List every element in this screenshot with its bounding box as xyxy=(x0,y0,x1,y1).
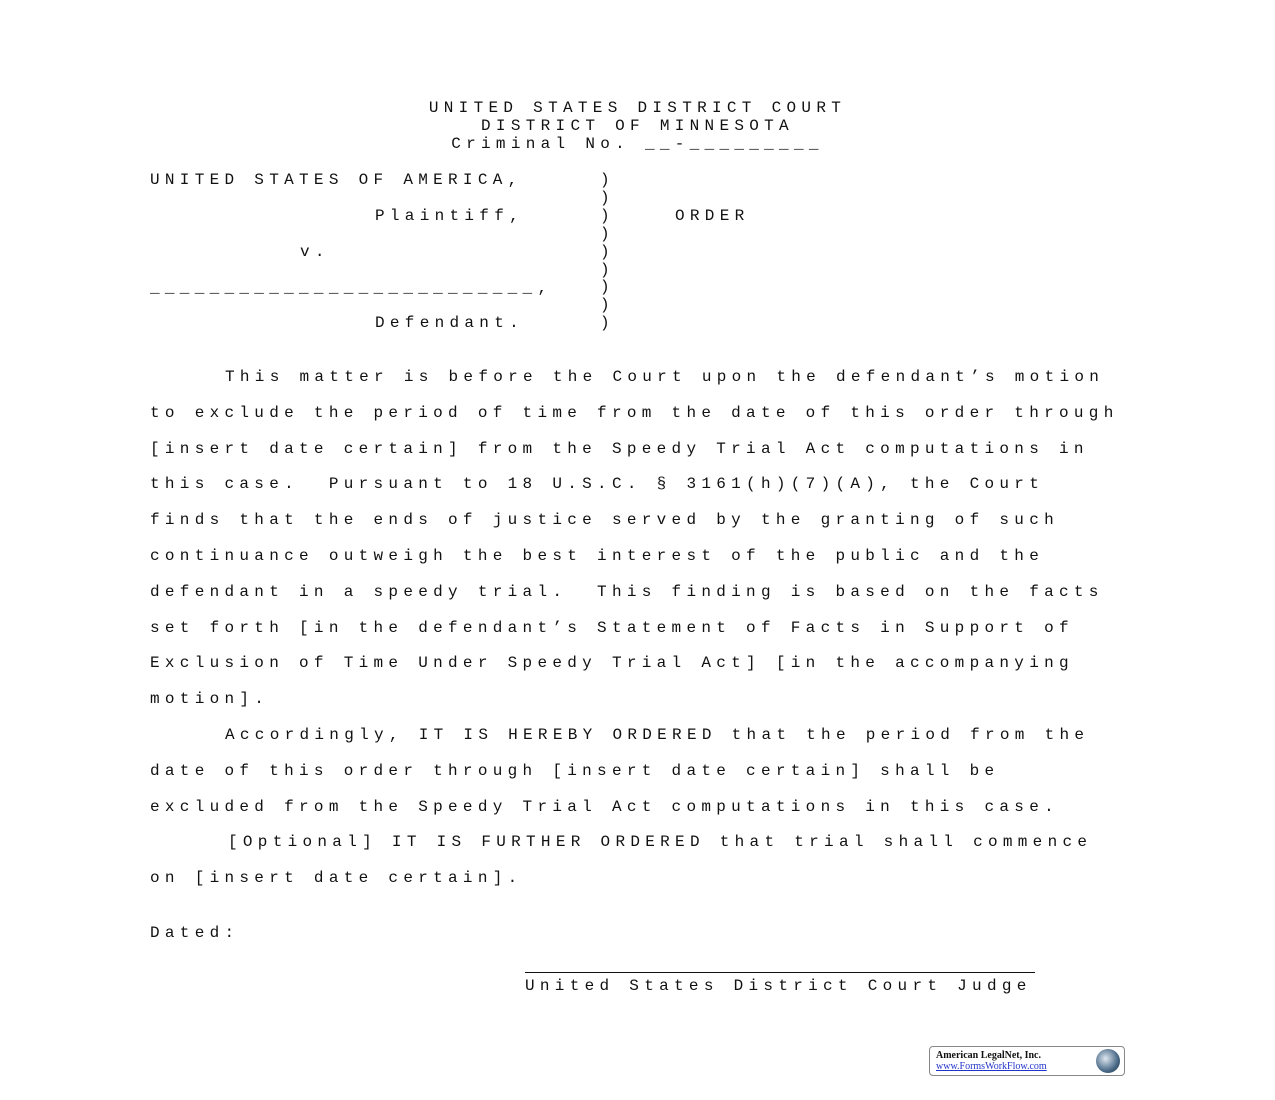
plaintiff-label: Plaintiff, xyxy=(375,207,525,225)
logo-url-link[interactable]: www.FormsWorkFlow.com xyxy=(936,1061,1047,1072)
caption-paren: ) xyxy=(600,278,615,297)
caption-paren: ) xyxy=(600,242,615,261)
body-line: [insert date certain] from the Speedy Trial Act computations in xyxy=(150,439,1089,458)
body-line: Accordingly, IT IS HEREBY ORDERED that the period from the xyxy=(225,726,1090,744)
court-name: UNITED STATES DISTRICT COURT xyxy=(428,99,847,117)
body-line: on [insert date certain]. xyxy=(150,869,523,888)
caption-paren: ) xyxy=(600,224,615,243)
district-name: DISTRICT OF MINNESOTA xyxy=(481,117,794,135)
body-line: Exclusion of Time Under Speedy Trial Act] [in the accompanying xyxy=(150,654,1074,673)
caption-paren: ) xyxy=(600,171,615,189)
body-line: finds that the ends of justice served by the granting of such xyxy=(150,511,1059,530)
case-number: Criminal No. __-_________ xyxy=(451,135,824,153)
defendant-blank: __________________________, xyxy=(150,279,553,297)
body-line: motion]. xyxy=(150,690,270,709)
body-line: set forth [in the defendant’s Statement of Facts in Support of xyxy=(150,618,1074,637)
caption-paren: ) xyxy=(600,314,615,333)
globe-icon xyxy=(1096,1049,1120,1073)
body-line: to exclude the period of time from the date of this order through xyxy=(150,403,1119,422)
body-line: defendant in a speedy trial. This finding is based on the facts xyxy=(150,582,1104,601)
defendant-label: Defendant. xyxy=(375,314,525,332)
signature-line xyxy=(525,972,1035,973)
caption-paren: ) xyxy=(600,188,615,207)
order-title: ORDER xyxy=(675,207,750,225)
dated-label: Dated: xyxy=(150,924,240,942)
body-line: this case. Pursuant to 18 U.S.C. § 3161(h)(7)(A), the Court xyxy=(150,475,1045,494)
logo-name: American LegalNet, Inc. xyxy=(936,1050,1041,1061)
caption-paren: ) xyxy=(600,260,615,279)
body-line: date of this order through [insert date certain] shall be xyxy=(150,761,1000,780)
body-line: continuance outweigh the best interest of the public and the xyxy=(150,547,1045,565)
versus: v. xyxy=(300,243,330,261)
body-line: excluded from the Speedy Trial Act computations in this case. xyxy=(150,797,1059,816)
body-line: This matter is before the Court upon the defendant’s motion xyxy=(225,368,1105,386)
body-line: [Optional] IT IS FURTHER ORDERED that trial shall commence xyxy=(228,833,1093,852)
caption-paren: ) xyxy=(600,206,615,225)
plaintiff-name: UNITED STATES OF AMERICA, xyxy=(150,171,523,189)
signature-label: United States District Court Judge xyxy=(525,977,1032,995)
american-legalnet-logo[interactable] xyxy=(929,1046,1125,1076)
caption-paren: ) xyxy=(600,296,615,315)
